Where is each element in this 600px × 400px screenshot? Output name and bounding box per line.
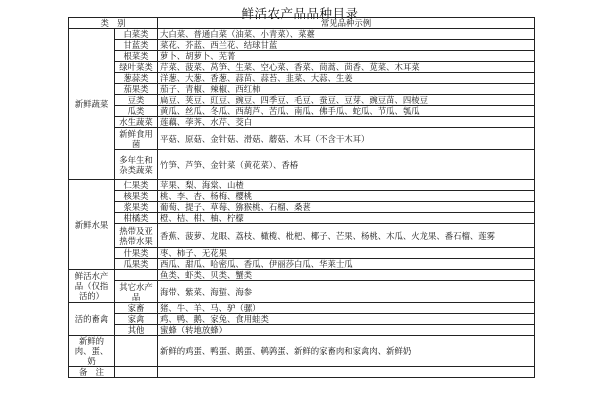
table-row (69, 303, 535, 314)
table-row (69, 270, 535, 281)
subcategory-cell (115, 270, 158, 281)
examples-cell: 洋葱、大葱、香葱、蒜苗、蒜苔、韭菜、大蒜、生姜 (158, 73, 535, 84)
examples-cell: 茄子、青椒、辣椒、西红柿 (158, 84, 535, 95)
table-row (69, 150, 535, 180)
examples-cell: 芹菜、菠菜、莴笋、生菜、空心菜、香菜、茼蒿、茴香、苋菜、木耳菜 (158, 62, 535, 73)
remarks-cell (158, 367, 535, 378)
catalog-table (68, 17, 535, 378)
table-row (69, 281, 535, 303)
table-row (69, 51, 535, 62)
table-row (69, 62, 535, 73)
examples-cell: 扁豆、荚豆、豇豆、豌豆、四季豆、毛豆、蚕豆、豆芽、豌豆苗、四棱豆 (158, 95, 535, 106)
table-row (69, 336, 535, 367)
subcategory-cell: 瓜果类 (115, 259, 158, 270)
subcategory-cell: 多年生和杂类蔬菜 (115, 150, 158, 180)
table-row (69, 191, 535, 202)
subcategory-cell: 浆果类 (115, 202, 158, 213)
group-livestock: 活的畜禽 (69, 303, 115, 336)
page-title: 鲜活农产品品种目录 (241, 6, 359, 21)
subcategory-cell: 核果类 (115, 191, 158, 202)
examples-cell: 香蕉、菠萝、龙眼、荔枝、橄榄、枇杷、椰子、芒果、杨桃、木瓜、火龙果、番石榴、莲雾 (158, 224, 535, 248)
subcategory-cell: 家畜 (115, 303, 158, 314)
table-row (69, 213, 535, 224)
examples-cell: 菜花、芥蓝、西兰花、结球甘蓝 (158, 40, 535, 51)
table-row (69, 117, 535, 128)
examples-cell: 西瓜、甜瓜、哈密瓜、香瓜、伊丽莎白瓜、华莱士瓜 (158, 259, 535, 270)
table-row (69, 259, 535, 270)
subcategory-cell: 热带及亚热带水果 (115, 224, 158, 248)
examples-cell: 黄瓜、丝瓜、冬瓜、西葫芦、苦瓜、南瓜、佛手瓜、蛇瓜、节瓜、瓠瓜 (158, 106, 535, 117)
examples-cell: 橙、桔、柑、柚、柠檬 (158, 213, 535, 224)
table-row (69, 40, 535, 51)
group-eggs-meat-milk: 新鲜的肉、蛋、奶 (69, 336, 115, 367)
table-row (69, 367, 535, 378)
table-row (69, 73, 535, 84)
subcategory-cell: 其他 (115, 325, 158, 336)
table-row (69, 95, 535, 106)
examples-cell: 葡萄、提子、草莓、猕猴桃、石榴、桑葚 (158, 202, 535, 213)
subcategory-cell: 什果类 (115, 248, 158, 259)
examples-cell: 萝卜、胡萝卜、芜菁 (158, 51, 535, 62)
subcategory-cell: 瓜类 (115, 106, 158, 117)
examples-cell: 桃、李、杏、杨梅、樱桃 (158, 191, 535, 202)
examples-cell: 莲藕、荸荠、水芹、茭白 (158, 117, 535, 128)
subcategory-cell: 葱蒜类 (115, 73, 158, 84)
subcategory-cell: 其它水产品 (115, 281, 158, 303)
group-fruits: 新鲜水果 (69, 180, 115, 270)
table-row (69, 180, 535, 191)
table-row (69, 106, 535, 117)
examples-cell: 苹果、梨、海棠、山楂 (158, 180, 535, 191)
examples-cell: 枣、柿子、无花果 (158, 248, 535, 259)
table-row (69, 128, 535, 150)
table-row (69, 248, 535, 259)
examples-cell: 平菇、原菇、金针菇、滑菇、蘑菇、木耳（不含干木耳） (158, 128, 535, 150)
examples-cell: 新鲜的鸡蛋、鸭蛋、鹅蛋、鹌鹑蛋、新鲜的家畜肉和家禽肉、新鲜奶 (158, 336, 535, 367)
subcategory-cell: 水生蔬菜 (115, 117, 158, 128)
subcategory-cell: 豆类 (115, 95, 158, 106)
remarks-label: 备 注 (69, 367, 115, 378)
subcategory-cell: 白菜类 (115, 29, 158, 40)
subcategory-cell: 家禽 (115, 314, 158, 325)
table-row (69, 29, 535, 40)
header-examples: 常见品种示例 (158, 18, 535, 29)
table-header-row (69, 18, 535, 29)
examples-cell: 鸡、鸭、鹅、家兔、食用蛙类 (158, 314, 535, 325)
subcategory-cell: 绿叶菜类 (115, 62, 158, 73)
table-row (69, 84, 535, 95)
examples-cell: 大白菜、普通白菜（油菜、小青菜）、菜薹 (158, 29, 535, 40)
subcategory-cell: 茄果类 (115, 84, 158, 95)
subcategory-cell (115, 336, 158, 367)
examples-cell: 海带、紫菜、海蜇、海参 (158, 281, 535, 303)
examples-cell: 猪、牛、羊、马、驴（骡） (158, 303, 535, 314)
subcategory-cell: 仁果类 (115, 180, 158, 191)
examples-cell: 鱼类、虾类、贝类、蟹类 (158, 270, 535, 281)
header-category: 类 别 (69, 18, 158, 29)
examples-cell: 蜜蜂（转地放蜂） (158, 325, 535, 336)
remarks-sub-cell (115, 367, 158, 378)
group-aquatic: 鲜活水产品（仅指活的） (69, 270, 115, 303)
table-row (69, 202, 535, 213)
table-row (69, 325, 535, 336)
subcategory-cell: 新鲜食用菌 (115, 128, 158, 150)
subcategory-cell: 甘蓝类 (115, 40, 158, 51)
examples-cell: 竹笋、芦笋、金针菜（黄花菜）、香椿 (158, 150, 535, 180)
table-row (69, 314, 535, 325)
subcategory-cell: 柑橘类 (115, 213, 158, 224)
table-row (69, 224, 535, 248)
subcategory-cell: 根菜类 (115, 51, 158, 62)
group-vegetables: 新鲜蔬菜 (69, 29, 115, 180)
